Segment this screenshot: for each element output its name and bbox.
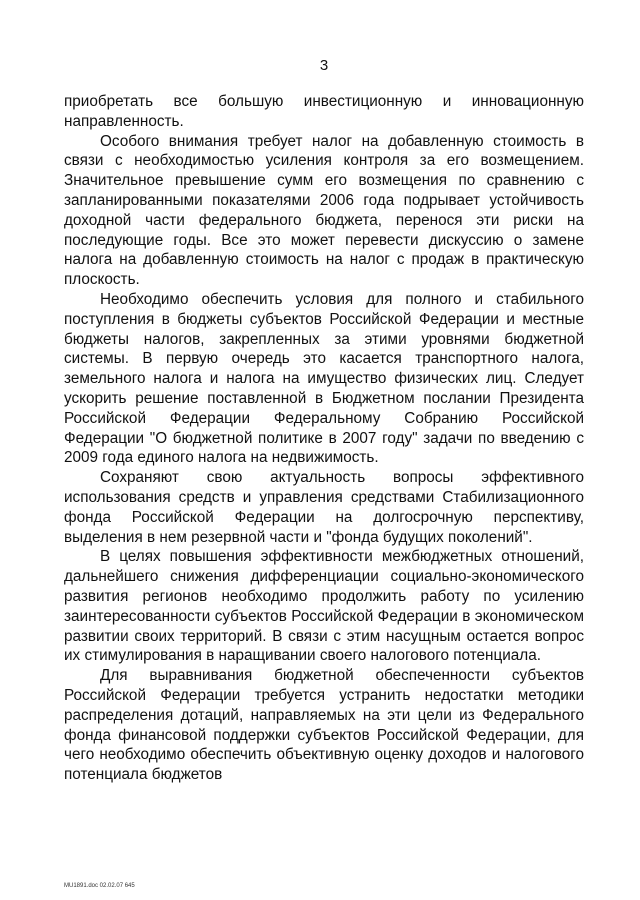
paragraph-2: Особого внимания требует налог на добавленную стоимость в связи с необходимостью усиления контроля за его возмещением. Значительное превышение сумм его возмещения по сравнению с запланированными показателями 2006 года подрывает устойчивость доходной части федерального бюджета, перенося эти риски на последующие годы. Все это может перевести дискуссию о замене налога на добавленную стоимость на налог с продаж в практическую плоскость. bbox=[64, 132, 584, 289]
paragraph-5: В целях повышения эффективности межбюджетных отношений, дальнейшего снижения дифференциации социально-экономического развития регионов необходимо продолжить работу по усилению заинтересованности субъектов Российской Федерации в экономическом развитии своих территорий. В связи с этим насущным остается вопрос их стимулирования в наращивании своего налогового потенциала. bbox=[64, 548, 584, 665]
document-body bbox=[64, 92, 584, 785]
paragraph-4: Сохраняют свою актуальность вопросы эффективного использования средств и управления средствами Стабилизационного фонда Российской Федерации на долгосрочную перспективу, выделения в нем резервной части и "фонда будущих поколений". bbox=[64, 469, 584, 546]
page-number: 3 bbox=[319, 57, 329, 74]
file-footer: MU1891.doc 02.02.07 645 bbox=[64, 883, 135, 889]
paragraph-1: приобретать все большую инвестиционную и инновационную направленность. bbox=[64, 93, 584, 130]
paragraph-3: Необходимо обеспечить условия для полного и стабильного поступления в бюджеты субъектов Российской Федерации и местные бюджеты налогов, закрепленных за этими уровнями бюджетной системы. В первую очередь это касается транспортного налога, земельного налога и налога на имущество физических лиц. Следует ускорить решение поставленной в Бюджетном послании Президента Российской Федерации Федеральному Собранию Российской Федерации "О бюджетной политике в 2007 году" задачи по введению с 2009 года единого налога на недвижимость. bbox=[64, 290, 584, 467]
paragraph-6: Для выравнивания бюджетной обеспеченности субъектов Российской Федерации требуется устранить недостатки методики распределения дотаций, направляемых на эти цели из Федерального фонда финансовой поддержки субъектов Российской Федерации, для чего необходимо обеспечить объективную оценку доходов и налогового потенциала бюджетов bbox=[64, 667, 584, 784]
